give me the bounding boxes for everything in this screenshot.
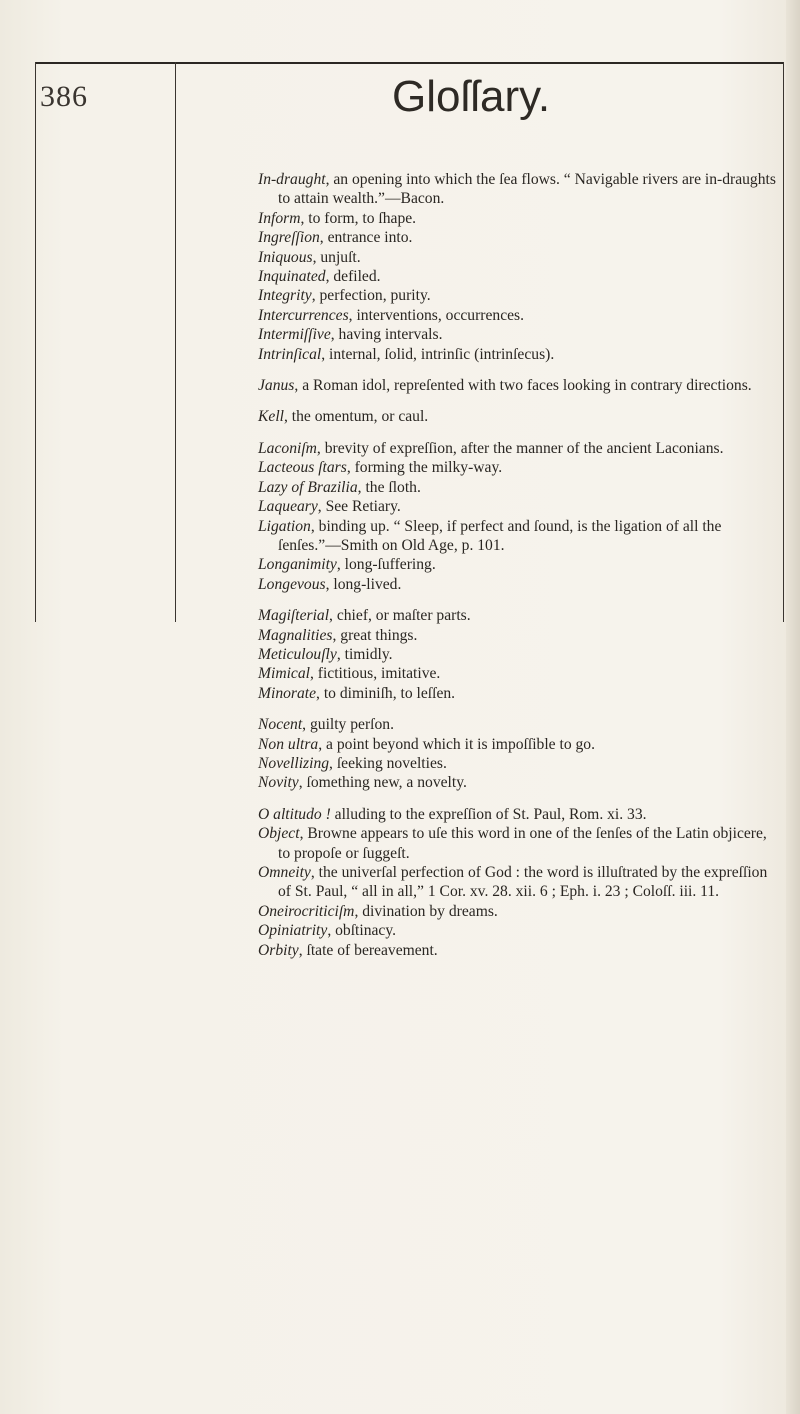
glossary-definition: , Browne appears to uſe this word in one of the ſenſes of the Latin objicere, to propoſe or ſuggeſt. (278, 825, 767, 862)
glossary-term: Novity (258, 774, 299, 792)
glossary-definition: , to diminiſh, to leſſen. (316, 684, 456, 702)
glossary-definition: , forming the milky-way. (346, 459, 503, 477)
glossary-entry (258, 863, 778, 902)
frame-inner-rule (175, 62, 176, 622)
glossary-term: Magnalities (258, 626, 333, 644)
glossary-term: In-draught (258, 171, 326, 188)
glossary-definition: , a point beyond which it is impoſſible to go. (318, 735, 596, 753)
glossary-section (258, 407, 778, 426)
glossary-definition: , brevity of expreſſion, after the manner of the ancient Laconians. (316, 439, 724, 457)
glossary-definition: alluding to the expreſſion of St. Paul, Rom. xi. 33. (330, 805, 647, 823)
glossary-term: Omneity (258, 864, 311, 881)
glossary-entry (258, 170, 778, 209)
glossary-definition: , perfection, purity. (311, 287, 431, 305)
glossary-entry (258, 478, 778, 497)
glossary-section (258, 439, 778, 594)
glossary-term: Longevous (258, 575, 326, 593)
glossary-entry (258, 715, 778, 734)
page-edge-shadow (786, 0, 800, 1414)
glossary-definition: , ſeeking novelties. (329, 754, 447, 772)
glossary-entry (258, 286, 778, 305)
glossary-section (258, 376, 778, 395)
frame-right-rule (783, 62, 784, 622)
glossary-section (258, 805, 778, 960)
glossary-entry (258, 248, 778, 267)
glossary-term: Mimical (258, 665, 310, 683)
glossary-entry (258, 684, 778, 703)
glossary-entry (258, 735, 778, 754)
glossary-entry (258, 645, 778, 664)
glossary-definition: , long-lived. (325, 575, 402, 593)
glossary-entry (258, 228, 778, 247)
glossary-definition: , internal, ſolid, intrinſic (intrinſecus). (321, 345, 555, 363)
glossary-definition: , the omentum, or caul. (284, 408, 429, 426)
glossary-entry (258, 664, 778, 683)
glossary-term: Ligation (258, 517, 311, 535)
glossary-entry (258, 517, 778, 556)
glossary-entry (258, 345, 778, 364)
glossary-term: Meticulouſly (258, 645, 337, 663)
glossary-term: Ingreſſion (258, 229, 320, 247)
glossary-definition: , unjuſt. (312, 248, 361, 266)
glossary-term: Nocent (258, 716, 303, 734)
glossary-entry (258, 626, 778, 645)
glossary-entry (258, 555, 778, 574)
glossary-definition: , timidly. (336, 645, 393, 663)
glossary-term: Longanimity (258, 556, 337, 574)
glossary-entry (258, 941, 778, 960)
glossary-entry (258, 824, 778, 863)
glossary-definition: , fictitious, imitative. (309, 665, 441, 683)
glossary-section (258, 715, 778, 793)
glossary-term: Lazy of Brazilia (258, 478, 358, 496)
glossary-section (258, 606, 778, 703)
glossary-entry (258, 458, 778, 477)
glossary-entry (258, 902, 778, 921)
glossary-definition: , the univerſal perfection of God : the word is illuſtrated by the expreſſion of St. Paul, “ all in all,” 1 Cor. xv. 28. xii. 6 ; Eph. i. 23 ; Coloſſ. iii. 11. (278, 864, 768, 901)
glossary-term: Lacteous ſtars (258, 459, 347, 477)
glossary-entry (258, 497, 778, 516)
glossary-entry (258, 439, 778, 458)
glossary-definition: , ſtate of bereavement. (298, 941, 438, 959)
glossary-definition: , divination by dreams. (354, 902, 498, 920)
glossary-definition: , binding up. “ Sleep, if perfect and ſound, is the ligation of all the ſenſes.”—Smith on Old Age, p. 101. (278, 517, 722, 554)
glossary-term: Inform (258, 209, 301, 227)
glossary-entry (258, 325, 778, 344)
glossary-definition: , having intervals. (330, 326, 443, 344)
glossary-term: Intercurrences (258, 306, 349, 324)
glossary-entry (258, 209, 778, 228)
glossary-definition: , chief, or maſter parts. (329, 607, 471, 625)
glossary-definition: , an opening into which the ſea flows. “ Navigable rivers are in-draughts to attain wealth.”—Bacon. (278, 171, 776, 208)
glossary-definition: , entrance into. (319, 229, 413, 247)
glossary-term: Laconiſm (258, 439, 317, 457)
glossary-term: Iniquous (258, 248, 313, 266)
glossary-definition: , the ſloth. (357, 478, 421, 496)
header-rule (35, 62, 783, 64)
glossary-term: Object (258, 825, 300, 843)
glossary-term: Magiſterial (258, 607, 330, 625)
glossary-term: Opiniatrity (258, 922, 328, 940)
glossary-entry (258, 773, 778, 792)
glossary-definition: , long-ſuffering. (336, 556, 436, 574)
glossary-term: Janus (258, 377, 295, 395)
glossary-term: Minorate (258, 684, 317, 702)
glossary-term: Oneirocriticiſm (258, 902, 355, 920)
glossary-term: Intrinſical (258, 345, 322, 363)
page-number: 386 (40, 80, 88, 113)
glossary-definition: , to form, to ſhape. (300, 209, 417, 227)
frame-left-rule (35, 62, 36, 622)
glossary-term: Orbity (258, 941, 299, 959)
glossary-entry (258, 575, 778, 594)
glossary-definition: , great things. (332, 626, 418, 644)
glossary-definition: , a Roman idol, repreſented with two faces looking in contrary directions. (294, 377, 752, 395)
glossary-term: Intermiſſive (258, 326, 331, 344)
glossary-section (258, 170, 778, 364)
glossary-definition: , interventions, occurrences. (348, 306, 525, 324)
glossary-entry (258, 606, 778, 625)
glossary-entry (258, 407, 778, 426)
glossary-definition: , defiled. (325, 268, 381, 286)
glossary-term: Novellizing (258, 754, 330, 772)
glossary-entry (258, 921, 778, 940)
glossary-term: Laqueary (258, 498, 318, 516)
glossary-term: Non ultra (258, 735, 319, 753)
glossary-definition: , See Retiary. (317, 498, 401, 516)
glossary-entry (258, 805, 778, 824)
page-title: Gloſſary. (392, 72, 551, 121)
glossary-body (258, 170, 778, 972)
glossary-definition: , obſtinacy. (327, 922, 397, 940)
glossary-entry (258, 376, 778, 395)
glossary-definition: , ſomething new, a novelty. (298, 774, 467, 792)
glossary-entry (258, 267, 778, 286)
glossary-term: Integrity (258, 287, 312, 305)
glossary-term: Inquinated (258, 268, 326, 286)
glossary-definition: , guilty perſon. (302, 716, 394, 734)
glossary-entry (258, 306, 778, 325)
glossary-term: Kell (258, 408, 284, 426)
glossary-term: O altitudo ! (258, 805, 331, 823)
glossary-entry (258, 754, 778, 773)
